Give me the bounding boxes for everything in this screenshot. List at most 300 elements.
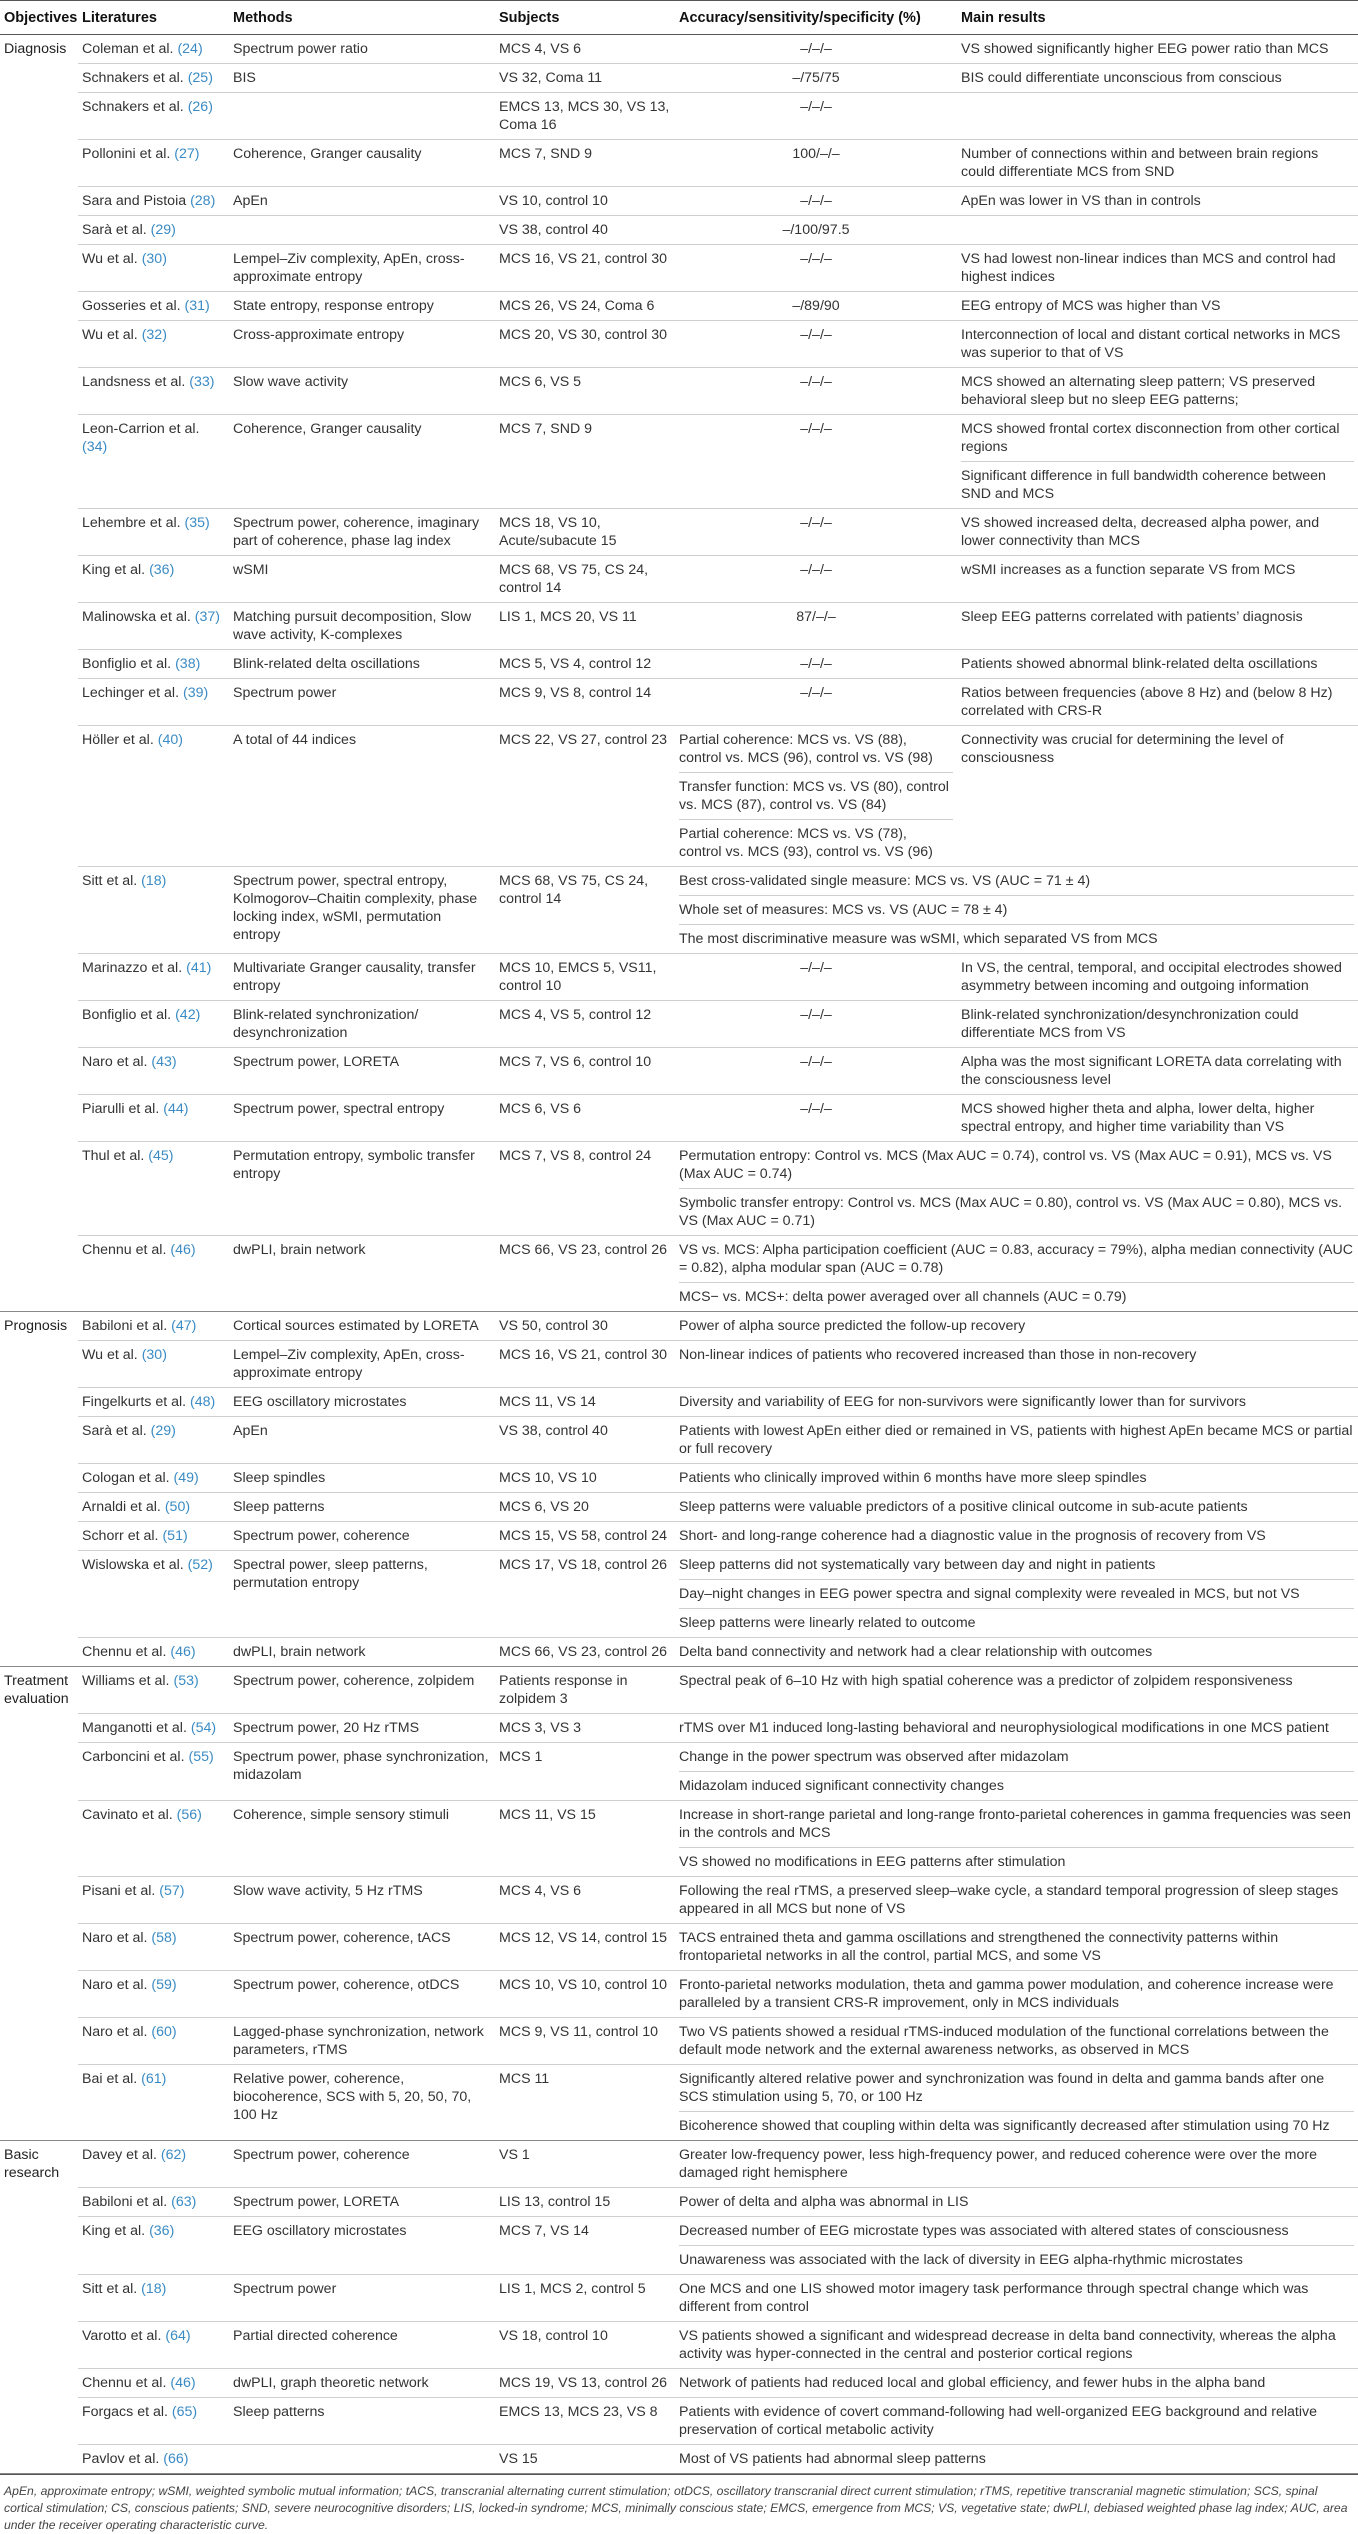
header-objectives: Objectives <box>0 1 78 35</box>
author-name: Arnaldi et al. <box>82 1499 161 1515</box>
subjects-cell: EMCS 13, MCS 30, VS 13, Coma 16 <box>495 93 675 140</box>
literature-cell <box>78 1236 229 1312</box>
header-methods: Methods <box>229 1 495 35</box>
methods-cell: Spectrum power <box>229 2275 495 2322</box>
table-row <box>0 1551 1358 1638</box>
result-line: Greater low-frequency power, less high-frequency power, and reduced coherence were over the more damaged right hemisphere <box>679 2147 1317 2181</box>
result-line: Decreased number of EEG microstate types was associated with altered states of consciousness <box>679 2223 1289 2239</box>
table-row <box>0 1714 1358 1743</box>
methods-cell: ApEn <box>229 187 495 216</box>
author-name: Wislowska et al. <box>82 1557 184 1573</box>
table-row <box>0 1493 1358 1522</box>
methods-cell: Spectrum power, coherence, otDCS <box>229 1971 495 2018</box>
reference-link[interactable]: (40) <box>157 732 183 748</box>
result-line: VS showed significantly higher EEG power ratio than MCS <box>961 41 1329 57</box>
accuracy-results-cell <box>675 1924 1358 1971</box>
methods-cell: Relative power, coherence, biocoherence, SCS with 5, 20, 50, 70, 100 Hz <box>229 2065 495 2141</box>
result-line: Significant difference in full bandwidth coherence between SND and MCS <box>961 461 1354 503</box>
subjects-cell: MCS 10, VS 10 <box>495 1464 675 1493</box>
table-header <box>0 1 1358 35</box>
table-row <box>0 2188 1358 2217</box>
reference-link[interactable]: (26) <box>187 99 213 115</box>
reference-link[interactable]: (37) <box>194 609 221 625</box>
literature-cell <box>78 2188 229 2217</box>
table-row <box>0 2217 1358 2275</box>
accuracy-results-cell <box>675 2065 1358 2141</box>
methods-cell: Spectral power, sleep patterns, permutation entropy <box>229 1551 495 1638</box>
author-name: Sarà et al. <box>82 1423 147 1439</box>
reference-link[interactable]: (50) <box>164 1499 191 1515</box>
table-row <box>0 1001 1358 1048</box>
accuracy-results-cell <box>675 867 1358 954</box>
result-line: TACS entrained theta and gamma oscillations and strengthened the connectivity patterns within frontoparietal networks in all the control, partial MCS, and some VS <box>679 1930 1279 1964</box>
literature-cell <box>78 140 229 187</box>
table-row <box>0 2018 1358 2065</box>
subjects-cell: VS 50, control 30 <box>495 1312 675 1341</box>
accuracy-results-cell <box>675 1522 1358 1551</box>
author-name: Marinazzo et al. <box>82 960 183 976</box>
reference-link[interactable]: (53) <box>173 1673 199 1689</box>
author-name: Sitt et al. <box>82 2281 138 2297</box>
reference-link[interactable]: (18) <box>141 2281 167 2297</box>
subjects-cell: MCS 11, VS 15 <box>495 1801 675 1877</box>
reference-link[interactable]: (60) <box>151 2024 177 2040</box>
accuracy-line: Transfer function: MCS vs. VS (80), control vs. MCS (87), control vs. VS (84) <box>679 772 953 814</box>
result-line: VS patients showed a significant and widespread decrease in delta band connectivity, whereas the alpha activity was hyper-connected in the central and posterior cortical regions <box>679 2328 1336 2362</box>
reference-link[interactable]: (54) <box>190 1720 217 1736</box>
literature-cell <box>78 93 229 140</box>
header-row <box>0 1 1358 35</box>
literature-cell <box>78 556 229 603</box>
result-line: Blink-related synchronization/desynchronization could differentiate MCS from VS <box>961 1007 1299 1041</box>
literature-cell <box>78 245 229 292</box>
reference-link[interactable]: (46) <box>170 2375 196 2391</box>
accuracy-results-cell <box>675 2141 1358 2188</box>
literature-cell <box>78 726 229 867</box>
accuracy-results-cell <box>675 2398 1358 2445</box>
methods-cell: EEG oscillatory microstates <box>229 2217 495 2275</box>
subjects-cell: MCS 16, VS 21, control 30 <box>495 1341 675 1388</box>
table-row <box>0 2398 1358 2445</box>
result-line: VS vs. MCS: Alpha participation coefficient (AUC = 0.83, accuracy = 79%), alpha median connectivity (AUC = 0.82), alpha modular span (AUC = 0.78) <box>679 1242 1353 1276</box>
table-row <box>0 1142 1358 1236</box>
author-name: Forgacs et al. <box>82 2404 168 2420</box>
result-line: Fronto-parietal networks modulation, theta and gamma power modulation, and coherence increase were paralleled by a transient CRS-R improvement, only in MCS individuals <box>679 1977 1334 2011</box>
accuracy-cell <box>675 726 957 867</box>
result-line: Network of patients had reduced local and global efficiency, and fewer hubs in the alpha band <box>679 2375 1266 2391</box>
subjects-cell: LIS 1, MCS 2, control 5 <box>495 2275 675 2322</box>
accuracy-cell: –/–/– <box>675 1095 957 1142</box>
accuracy-line: Partial coherence: MCS vs. VS (88), control vs. MCS (96), control vs. VS (98) <box>679 732 933 766</box>
reference-link[interactable]: (58) <box>151 1930 177 1946</box>
result-line: Whole set of measures: MCS vs. VS (AUC = 78 ± 4) <box>679 895 1354 919</box>
result-line: Spectral peak of 6–10 Hz with high spatial coherence was a predictor of zolpidem responsiveness <box>679 1673 1293 1689</box>
literature-cell <box>78 1924 229 1971</box>
accuracy-cell: –/–/– <box>675 321 957 368</box>
result-line: MCS− vs. MCS+: delta power averaged over all channels (AUC = 0.79) <box>679 1282 1354 1306</box>
results-cell <box>957 1095 1358 1142</box>
reference-link[interactable]: (34) <box>82 439 108 455</box>
results-cell <box>957 245 1358 292</box>
reference-link[interactable]: (28) <box>190 193 216 209</box>
methods-cell: Spectrum power, coherence, tACS <box>229 1924 495 1971</box>
author-name: Gosseries et al. <box>82 298 181 314</box>
methods-cell: Spectrum power, LORETA <box>229 2188 495 2217</box>
results-cell <box>957 556 1358 603</box>
reference-link[interactable]: (27) <box>174 146 200 162</box>
subjects-cell: MCS 3, VS 3 <box>495 1714 675 1743</box>
subjects-cell: MCS 6, VS 6 <box>495 1095 675 1142</box>
methods-cell: Multivariate Granger causality, transfer entropy <box>229 954 495 1001</box>
subjects-cell: MCS 7, VS 6, control 10 <box>495 1048 675 1095</box>
literature-cell <box>78 368 229 415</box>
reference-link[interactable]: (24) <box>177 41 203 57</box>
literature-cell <box>78 603 229 650</box>
literature-cell <box>78 1142 229 1236</box>
reference-link[interactable]: (55) <box>188 1749 214 1765</box>
reference-link[interactable]: (62) <box>160 2147 187 2163</box>
author-name: Lehembre et al. <box>82 515 181 531</box>
reference-link[interactable]: (25) <box>187 70 213 86</box>
accuracy-cell: –/–/– <box>675 650 957 679</box>
result-line: Diversity and variability of EEG for non-survivors were significantly lower than for survivors <box>679 1394 1246 1410</box>
accuracy-cell: –/–/– <box>675 415 957 509</box>
methods-cell: Lagged-phase synchronization, network parameters, rTMS <box>229 2018 495 2065</box>
methods-cell: Coherence, simple sensory stimuli <box>229 1801 495 1877</box>
accuracy-results-cell <box>675 2369 1358 2398</box>
accuracy-results-cell <box>675 1801 1358 1877</box>
accuracy-results-cell <box>675 1312 1358 1341</box>
methods-cell: Spectrum power, spectral entropy, Kolmogorov–Chaitin complexity, phase locking index, wSMI, permutation entropy <box>229 867 495 954</box>
accuracy-cell: –/–/– <box>675 509 957 556</box>
reference-link[interactable]: (30) <box>141 251 167 267</box>
result-line: Delta band connectivity and network had a clear relationship with outcomes <box>679 1644 1153 1660</box>
reference-link[interactable]: (65) <box>171 2404 198 2420</box>
literature-cell <box>78 216 229 245</box>
subjects-cell: VS 38, control 40 <box>495 1417 675 1464</box>
table-row <box>0 1877 1358 1924</box>
methods-cell: Permutation entropy, symbolic transfer entropy <box>229 1142 495 1236</box>
accuracy-results-cell <box>675 1638 1358 1667</box>
reference-link[interactable]: (46) <box>170 1242 196 1258</box>
methods-cell: Sleep patterns <box>229 1493 495 1522</box>
result-line: Ratios between frequencies (above 8 Hz) and (below 8 Hz) correlated with CRS-R <box>961 685 1333 719</box>
subjects-cell: MCS 12, VS 14, control 15 <box>495 1924 675 1971</box>
author-name: Davey et al. <box>82 2147 157 2163</box>
literature-cell <box>78 2369 229 2398</box>
accuracy-results-cell <box>675 1551 1358 1638</box>
table-row <box>0 2065 1358 2141</box>
table-row <box>0 187 1358 216</box>
reference-link[interactable]: (59) <box>151 1977 177 1993</box>
result-line: Midazolam induced significant connectivity changes <box>679 1771 1354 1795</box>
table-row <box>0 2141 1358 2188</box>
accuracy-cell: –/–/– <box>675 1048 957 1095</box>
methods-cell: Spectrum power, coherence, imaginary part of coherence, phase lag index <box>229 509 495 556</box>
table-row <box>0 245 1358 292</box>
subjects-cell: MCS 6, VS 5 <box>495 368 675 415</box>
result-line: Day–night changes in EEG power spectra and signal complexity were revealed in MCS, but not VS <box>679 1579 1354 1603</box>
table-row <box>0 140 1358 187</box>
methods-cell: Spectrum power, coherence <box>229 2141 495 2188</box>
author-name: Chennu et al. <box>82 1644 167 1660</box>
author-name: Wu et al. <box>82 1347 138 1363</box>
accuracy-results-cell <box>675 1971 1358 2018</box>
reference-link[interactable]: (41) <box>186 960 212 976</box>
reference-link[interactable]: (49) <box>173 1470 199 1486</box>
result-line: MCS showed higher theta and alpha, lower delta, higher spectral entropy, and higher time variability than VS <box>961 1101 1315 1135</box>
literature-cell <box>78 1714 229 1743</box>
table-row <box>0 603 1358 650</box>
subjects-cell: MCS 10, VS 10, control 10 <box>495 1971 675 2018</box>
literature-cell <box>78 2398 229 2445</box>
author-name: Sitt et al. <box>82 873 138 889</box>
author-name: Naro et al. <box>82 1054 148 1070</box>
result-line: Interconnection of local and distant cortical networks in MCS was superior to that of VS <box>961 327 1341 361</box>
result-line: VS had lowest non-linear indices than MCS and control had highest indices <box>961 251 1336 285</box>
methods-cell: dwPLI, brain network <box>229 1638 495 1667</box>
table-row <box>0 1236 1358 1312</box>
results-cell <box>957 954 1358 1001</box>
author-name: Pisani et al. <box>82 1883 156 1899</box>
result-line: Alpha was the most significant LORETA data correlating with the consciousness level <box>961 1054 1342 1088</box>
reference-link[interactable]: (43) <box>151 1054 177 1070</box>
result-line: Sleep patterns did not systematically vary between day and night in patients <box>679 1557 1156 1573</box>
results-cell <box>957 292 1358 321</box>
reference-link[interactable]: (63) <box>171 2194 197 2210</box>
result-line: Non-linear indices of patients who recovered increased than those in non-recovery <box>679 1347 1197 1363</box>
methods-cell <box>229 2445 495 2474</box>
results-cell <box>957 187 1358 216</box>
literature-cell <box>78 292 229 321</box>
result-line: One MCS and one LIS showed motor imagery task performance through spectral change which was different from control <box>679 2281 1309 2315</box>
author-name: Landsness et al. <box>82 374 186 390</box>
subjects-cell: MCS 66, VS 23, control 26 <box>495 1638 675 1667</box>
reference-link[interactable]: (32) <box>141 327 167 343</box>
accuracy-results-cell <box>675 1667 1358 1714</box>
result-line: Most of VS patients had abnormal sleep patterns <box>679 2451 986 2467</box>
reference-link[interactable]: (38) <box>175 656 201 672</box>
methods-cell: Slow wave activity <box>229 368 495 415</box>
reference-link[interactable]: (30) <box>141 1347 167 1363</box>
literature-cell <box>78 321 229 368</box>
result-line: Connectivity was crucial for determining the level of consciousness <box>961 732 1284 766</box>
reference-link[interactable]: (57) <box>159 1883 185 1899</box>
accuracy-results-cell <box>675 1464 1358 1493</box>
methods-cell: wSMI <box>229 556 495 603</box>
reference-link[interactable]: (48) <box>190 1394 216 1410</box>
subjects-cell: MCS 4, VS 5, control 12 <box>495 1001 675 1048</box>
result-line: Patients showed abnormal blink-related delta oscillations <box>961 656 1318 672</box>
subjects-cell: MCS 66, VS 23, control 26 <box>495 1236 675 1312</box>
results-cell <box>957 603 1358 650</box>
literature-cell <box>78 1638 229 1667</box>
results-cell <box>957 679 1358 726</box>
literature-cell <box>78 1551 229 1638</box>
reference-link[interactable]: (42) <box>175 1007 201 1023</box>
methods-cell: Spectrum power, coherence <box>229 1522 495 1551</box>
reference-link[interactable]: (45) <box>148 1148 174 1164</box>
accuracy-results-cell <box>675 2275 1358 2322</box>
table-row <box>0 321 1358 368</box>
header-results: Main results <box>957 1 1358 35</box>
reference-link[interactable]: (35) <box>184 515 210 531</box>
reference-link[interactable]: (31) <box>184 298 210 314</box>
result-line: Sleep patterns were linearly related to outcome <box>679 1608 1354 1632</box>
reference-link[interactable]: (29) <box>150 1423 176 1439</box>
table-row <box>0 1417 1358 1464</box>
result-line: MCS showed frontal cortex disconnection from other cortical regions <box>961 421 1340 455</box>
table-row <box>0 556 1358 603</box>
table-row <box>0 1048 1358 1095</box>
methods-cell: State entropy, response entropy <box>229 292 495 321</box>
methods-cell: BIS <box>229 64 495 93</box>
author-name: Piarulli et al. <box>82 1101 160 1117</box>
literature-cell <box>78 2065 229 2141</box>
results-cell <box>957 726 1358 867</box>
author-name: Manganotti et al. <box>82 1720 187 1736</box>
accuracy-results-cell <box>675 1236 1358 1312</box>
reference-link[interactable]: (51) <box>162 1528 188 1544</box>
author-name: Babiloni et al. <box>82 1318 168 1334</box>
reference-link[interactable]: (64) <box>165 2328 191 2344</box>
objective-cell: Diagnosis <box>0 35 78 1312</box>
results-cell <box>957 509 1358 556</box>
results-cell <box>957 93 1358 140</box>
accuracy-results-cell <box>675 1388 1358 1417</box>
reference-link[interactable]: (36) <box>149 562 175 578</box>
literature-cell <box>78 415 229 509</box>
methods-cell: Spectrum power, spectral entropy <box>229 1095 495 1142</box>
methods-cell: Blink-related synchronization/ desynchronization <box>229 1001 495 1048</box>
results-cell <box>957 368 1358 415</box>
methods-cell: dwPLI, graph theoretic network <box>229 2369 495 2398</box>
methods-cell: Lempel–Ziv complexity, ApEn, cross-approximate entropy <box>229 245 495 292</box>
reference-link[interactable]: (18) <box>141 873 167 889</box>
accuracy-cell: –/–/– <box>675 368 957 415</box>
subjects-cell: MCS 1 <box>495 1743 675 1801</box>
author-name: Fingelkurts et al. <box>82 1394 187 1410</box>
author-name: Sara and Pistoia <box>82 193 187 209</box>
table-row <box>0 2445 1358 2474</box>
table-footnote: ApEn, approximate entropy; wSMI, weighted symbolic mutual information; tACS, transcranial alternating current stimulation; otDCS, oscillatory transcranial direct current stimulation; rTMS, repetitive transcranial magnetic stimulation; SCS, spinal cortical stimulation; CS, conscious patients; SND, severe neurocognitive disorders; LIS, locked-in syndrome; MCS, minimally conscious state; EMCS, emergence from MCS; VS, vegetative state; dwPLI, debiased weighted phase lag index; AUC, area under the receiver operating characteristic curve. <box>0 2474 1358 2534</box>
literature-cell <box>78 2018 229 2065</box>
header-literatures: Literatures <box>78 1 229 35</box>
table-body <box>0 35 1358 2474</box>
results-cell <box>957 216 1358 245</box>
reference-link[interactable]: (36) <box>149 2223 175 2239</box>
table-row <box>0 292 1358 321</box>
subjects-cell: MCS 6, VS 20 <box>495 1493 675 1522</box>
methods-cell: ApEn <box>229 1417 495 1464</box>
author-name: Chennu et al. <box>82 2375 167 2391</box>
reference-link[interactable]: (39) <box>182 685 209 701</box>
subjects-cell: MCS 26, VS 24, Coma 6 <box>495 292 675 321</box>
accuracy-results-cell <box>675 1142 1358 1236</box>
reference-link[interactable]: (52) <box>187 1557 213 1573</box>
reference-link[interactable]: (44) <box>163 1101 189 1117</box>
methods-cell: A total of 44 indices <box>229 726 495 867</box>
subjects-cell: MCS 22, VS 27, control 23 <box>495 726 675 867</box>
literature-cell <box>78 679 229 726</box>
subjects-cell: MCS 16, VS 21, control 30 <box>495 245 675 292</box>
table-row <box>0 368 1358 415</box>
table-row <box>0 93 1358 140</box>
table-row <box>0 726 1358 867</box>
subjects-cell: MCS 9, VS 11, control 10 <box>495 2018 675 2065</box>
results-cell <box>957 415 1358 509</box>
accuracy-cell: –/–/– <box>675 35 957 64</box>
accuracy-cell: –/–/– <box>675 187 957 216</box>
accuracy-results-cell <box>675 1341 1358 1388</box>
subjects-cell: MCS 7, VS 8, control 24 <box>495 1142 675 1236</box>
subjects-cell: EMCS 13, MCS 23, VS 8 <box>495 2398 675 2445</box>
literature-cell <box>78 1341 229 1388</box>
reference-link[interactable]: (47) <box>171 1318 197 1334</box>
reference-link[interactable]: (29) <box>150 222 176 238</box>
subjects-cell: MCS 4, VS 6 <box>495 1877 675 1924</box>
table-row <box>0 1464 1358 1493</box>
author-name: Babiloni et al. <box>82 2194 168 2210</box>
author-name: Bonfiglio et al. <box>82 1007 172 1023</box>
subjects-cell: MCS 68, VS 75, CS 24, control 14 <box>495 556 675 603</box>
methods-cell: Spectrum power, 20 Hz rTMS <box>229 1714 495 1743</box>
reference-link[interactable]: (61) <box>141 2071 167 2087</box>
author-name: Coleman et al. <box>82 41 174 57</box>
subjects-cell: MCS 18, VS 10, Acute/subacute 15 <box>495 509 675 556</box>
accuracy-cell: –/–/– <box>675 679 957 726</box>
reference-link[interactable]: (66) <box>163 2451 189 2467</box>
methods-cell <box>229 216 495 245</box>
header-subjects: Subjects <box>495 1 675 35</box>
methods-cell: Spectrum power, coherence, zolpidem <box>229 1667 495 1714</box>
objective-cell: Prognosis <box>0 1312 78 1667</box>
subjects-cell: Patients response in zolpidem 3 <box>495 1667 675 1714</box>
reference-link[interactable]: (46) <box>170 1644 196 1660</box>
author-name: Varotto et al. <box>82 2328 162 2344</box>
author-name: Thul et al. <box>82 1148 145 1164</box>
subjects-cell: MCS 15, VS 58, control 24 <box>495 1522 675 1551</box>
author-name: Pollonini et al. <box>82 146 171 162</box>
table-row <box>0 415 1358 509</box>
result-line: wSMI increases as a function separate VS from MCS <box>961 562 1296 578</box>
accuracy-results-cell <box>675 2217 1358 2275</box>
accuracy-cell: –/–/– <box>675 1001 957 1048</box>
literature-cell <box>78 650 229 679</box>
accuracy-cell: –/89/90 <box>675 292 957 321</box>
author-name: Leon-Carrion et al. <box>82 421 200 437</box>
result-line: In VS, the central, temporal, and occipital electrodes showed asymmetry between incoming and outgoing information <box>961 960 1342 994</box>
subjects-cell: LIS 1, MCS 20, VS 11 <box>495 603 675 650</box>
accuracy-results-cell <box>675 1417 1358 1464</box>
author-name: Pavlov et al. <box>82 2451 160 2467</box>
result-line: VS showed increased delta, decreased alpha power, and lower connectivity than MCS <box>961 515 1320 549</box>
methods-cell: Sleep spindles <box>229 1464 495 1493</box>
reference-link[interactable]: (33) <box>189 374 215 390</box>
methods-cell: Spectrum power <box>229 679 495 726</box>
methods-cell: EEG oscillatory microstates <box>229 1388 495 1417</box>
result-line: rTMS over M1 induced long-lasting behavioral and neurophysiological modifications in one MCS patient <box>679 1720 1329 1736</box>
reference-link[interactable]: (56) <box>176 1807 202 1823</box>
methods-cell: Coherence, Granger causality <box>229 140 495 187</box>
literature-cell <box>78 509 229 556</box>
methods-cell: Slow wave activity, 5 Hz rTMS <box>229 1877 495 1924</box>
subjects-cell: MCS 5, VS 4, control 12 <box>495 650 675 679</box>
subjects-cell: MCS 17, VS 18, control 26 <box>495 1551 675 1638</box>
author-name: Naro et al. <box>82 1930 148 1946</box>
literature-cell <box>78 2445 229 2474</box>
table-row <box>0 2322 1358 2369</box>
